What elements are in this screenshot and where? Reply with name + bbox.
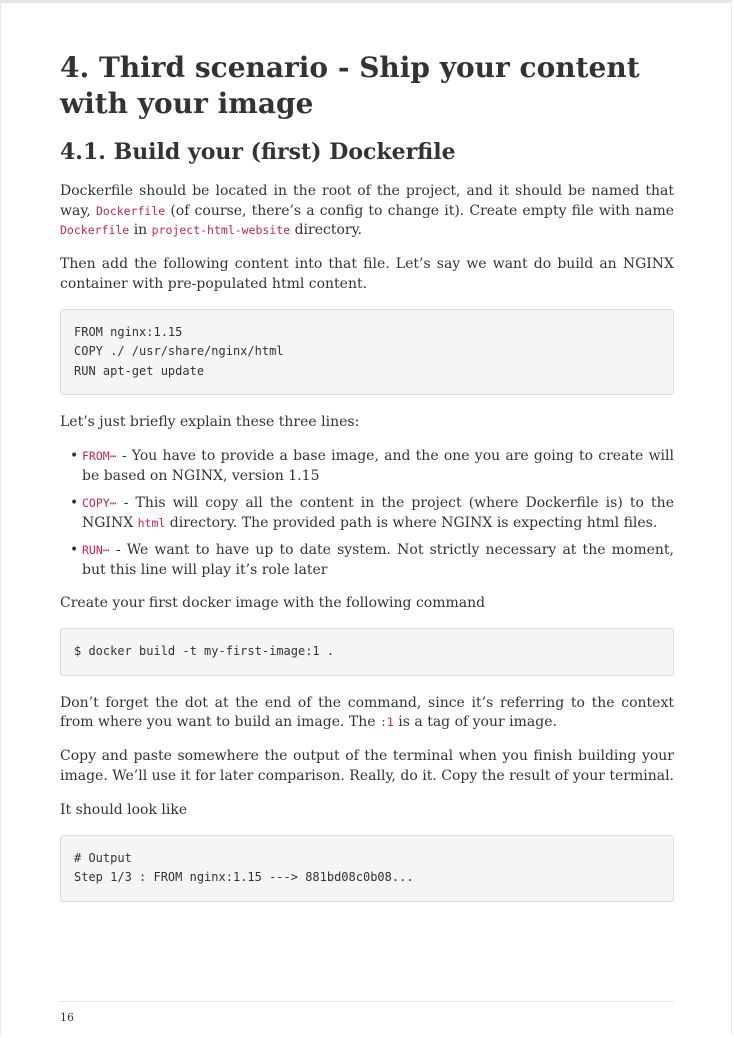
text: (of course, there’s a config to change it). Create empty file with name: [165, 202, 675, 219]
text: Dockerfile should be located in the root of the project, and it should be named that way,: [60, 183, 674, 219]
text: - We want to have up to date system. Not strictly necessary at the moment, but this line will play it’s role later: [82, 542, 674, 578]
section-heading: 4.1. Build your (first) Dockerfile: [60, 139, 456, 165]
paragraph-look-like: It should look like: [60, 801, 188, 818]
list-item: [82, 447, 674, 486]
text: - You have to provide a base image, and the one you are going to create will be based on NGINX, version 1.15: [82, 448, 674, 484]
code-block-output[interactable]: # Output Step 1/3 : FROM nginx:1.15 ---> 881bd08c0b08...: [60, 835, 674, 902]
paragraph-dockerfile-location: [60, 182, 674, 241]
text: directory.: [290, 222, 363, 238]
page-content: [60, 50, 674, 920]
inline-code: html: [137, 515, 166, 530]
paragraph-copy-output: Copy and paste somewhere the output of the terminal when you finish building your image. We’ll use it for later comparison. Really, do it. Copy the result of your terminal.: [60, 748, 675, 784]
text: Don’t forget the dot at the end of the command, since it’s referring to the context from where you want to build an image. The: [60, 694, 674, 730]
inline-code: FROM⋯: [82, 449, 117, 463]
inline-code: RUN⋯: [82, 543, 110, 557]
paragraph-create-image: Create your first docker image with the following command: [60, 595, 486, 611]
text: - This will copy all the content in the project (where Dockerfile is) to the NGINX: [82, 495, 674, 531]
explanation-list: [60, 447, 674, 580]
inline-code: COPY⋯: [82, 496, 117, 510]
paragraph-dot-note: [60, 694, 674, 733]
list-item: [82, 494, 674, 533]
inline-code: :1: [379, 715, 394, 729]
paragraph-add-content: Then add the following content into that file. Let’s say we want do build an NGINX container with pre-populated html content.: [60, 256, 674, 292]
page-number: 16: [60, 1011, 74, 1024]
text: is a tag of your image.: [393, 714, 557, 730]
text: in: [129, 222, 152, 238]
page-footer: [60, 1001, 674, 1024]
inline-code: project-html-website: [151, 223, 291, 237]
code-block-build-command[interactable]: $ docker build -t my-first-image:1 .: [60, 628, 674, 676]
chapter-heading: 4. Third scenario - Ship your content with your image: [60, 51, 640, 120]
code-block-dockerfile[interactable]: FROM nginx:1.15 COPY ./ /usr/share/nginx/html RUN apt-get update: [60, 309, 674, 396]
paragraph-explain: Let’s just briefly explain these three lines:: [60, 414, 360, 430]
text: directory. The provided path is where NGINX is expecting html files.: [165, 514, 658, 531]
list-item: [82, 541, 674, 580]
inline-code: Dockerfile: [60, 223, 130, 237]
inline-code: Dockerfile: [95, 203, 166, 218]
